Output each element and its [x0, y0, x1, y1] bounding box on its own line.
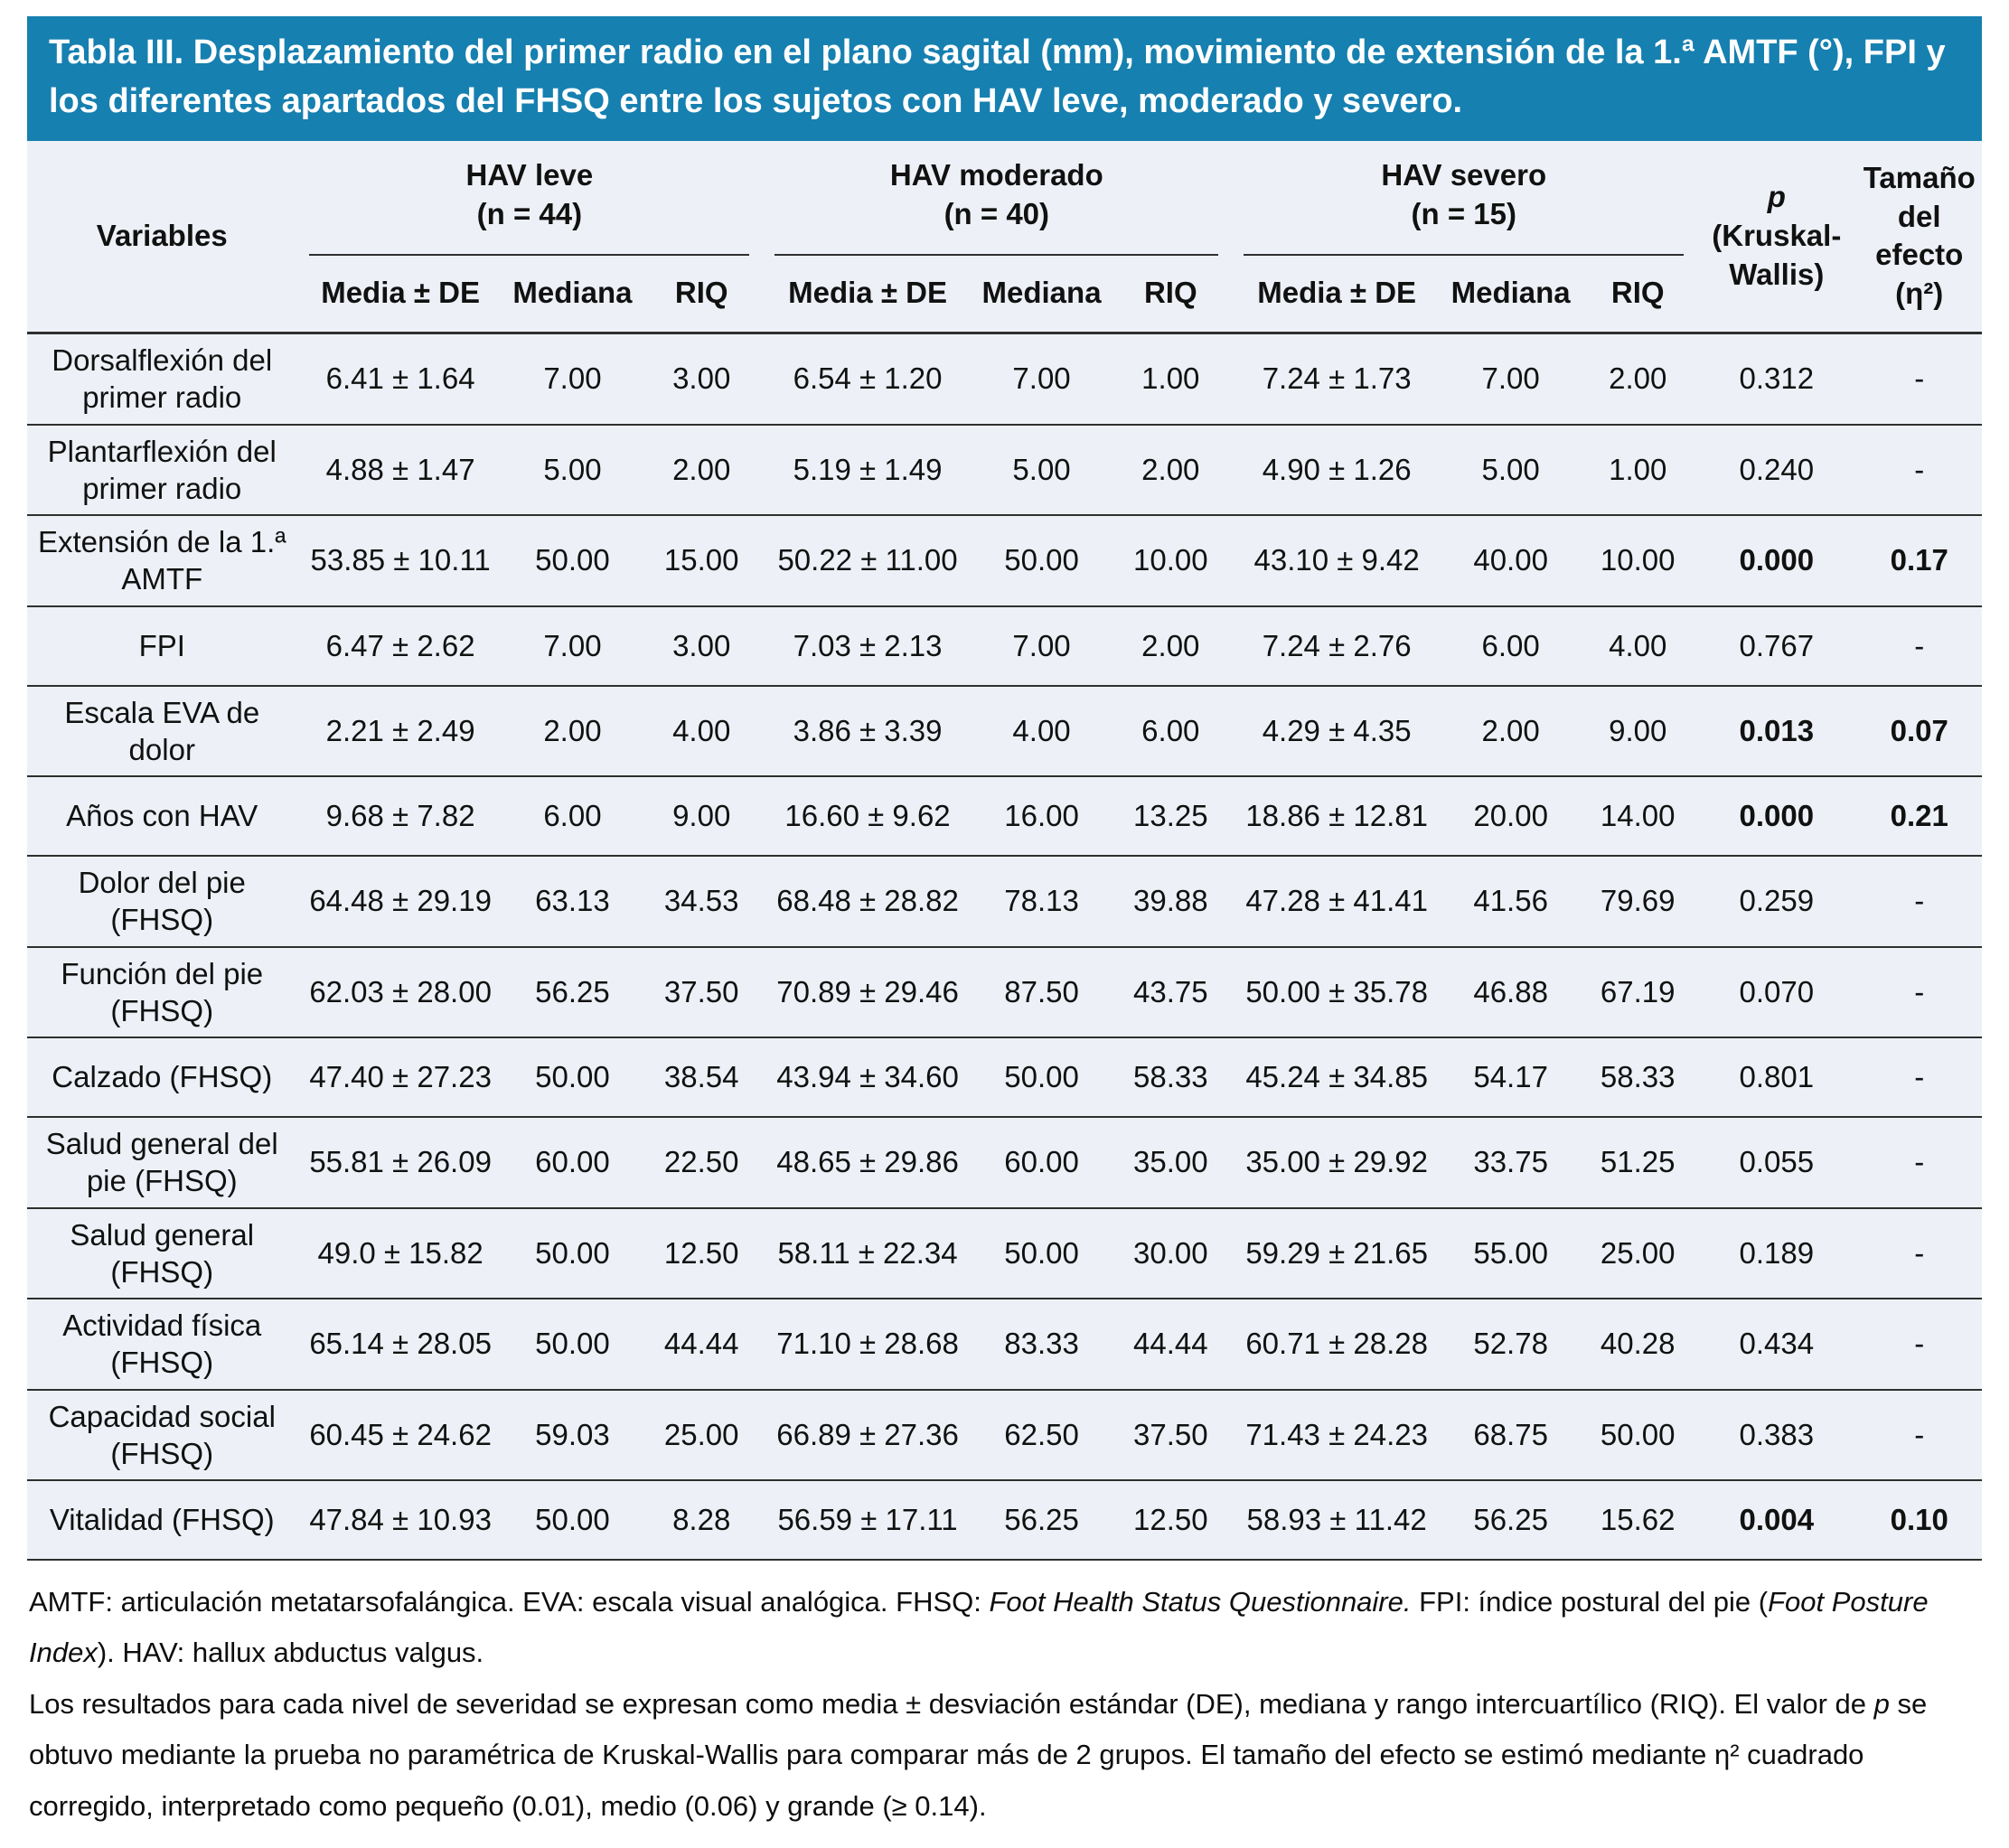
table-row — [27, 947, 1982, 1038]
data-cell: 4.00 — [1609, 628, 1667, 662]
p-value-cell: 0.055 — [1739, 1145, 1815, 1179]
data-cell: 59.03 — [535, 1417, 610, 1451]
data-cell: 60.45 ± 24.62 — [309, 1417, 492, 1451]
p-value-cell: 0.801 — [1739, 1060, 1815, 1093]
data-cell: 6.47 ± 2.62 — [325, 628, 475, 662]
variable-label: Dorsalflexión del primer radio — [52, 343, 273, 415]
data-cell: 65.14 ± 28.05 — [309, 1327, 492, 1361]
p-value-cell: 0.383 — [1739, 1417, 1815, 1451]
data-cell: 6.00 — [1481, 628, 1540, 662]
data-cell: 39.88 — [1133, 884, 1208, 918]
data-cell: 44.44 — [1133, 1327, 1208, 1361]
subheader-mediana: Mediana — [973, 256, 1110, 333]
data-cell: 62.50 — [1004, 1417, 1079, 1451]
data-cell: 78.13 — [1004, 884, 1079, 918]
data-cell: 8.28 — [672, 1503, 731, 1536]
table-row — [27, 1208, 1982, 1299]
data-cell: 67.19 — [1600, 974, 1676, 1008]
data-cell: 40.28 — [1600, 1327, 1676, 1361]
effect-size-cell: - — [1914, 1327, 1925, 1361]
data-cell: 50.00 — [1004, 1235, 1079, 1270]
effect-size-cell: - — [1914, 1145, 1925, 1179]
p-value-header — [1696, 141, 1856, 333]
data-cell: 50.22 ± 11.00 — [777, 543, 958, 577]
data-cell: 35.00 ± 29.92 — [1245, 1145, 1428, 1179]
data-cell: 47.28 ± 41.41 — [1245, 884, 1428, 918]
data-cell: 87.50 — [1004, 974, 1079, 1008]
p-value-cell: 0.434 — [1739, 1327, 1815, 1361]
data-cell: 34.53 — [663, 884, 739, 918]
effect-size-cell: 0.21 — [1890, 799, 1948, 832]
variable-label: Vitalidad (FHSQ) — [49, 1503, 275, 1537]
table-row — [27, 425, 1982, 516]
data-cell: 62.03 ± 28.00 — [309, 974, 492, 1008]
effect-size-cell: 0.10 — [1890, 1503, 1948, 1536]
data-cell: 71.43 ± 24.23 — [1245, 1417, 1428, 1451]
table-row — [27, 856, 1982, 947]
data-cell: 50.00 — [1004, 1060, 1079, 1093]
footnotes — [27, 1561, 1982, 1837]
data-cell: 6.00 — [1141, 713, 1200, 747]
table-row — [27, 686, 1982, 777]
data-cell: 2.00 — [672, 452, 731, 486]
data-cell: 50.00 — [535, 1060, 610, 1093]
subheader-riq: RIQ — [1110, 256, 1231, 333]
p-value-cell: 0.070 — [1739, 974, 1815, 1008]
data-cell: 5.00 — [1481, 452, 1540, 486]
footnote — [29, 1679, 1976, 1832]
p-value-cell: 0.767 — [1739, 628, 1815, 662]
variable-label: Años con HAV — [66, 799, 258, 833]
p-symbol: p — [1767, 180, 1786, 214]
p-value-cell: 0.013 — [1739, 713, 1815, 747]
results-table — [27, 141, 1982, 1561]
data-cell: 15.00 — [663, 543, 739, 577]
data-cell: 6.00 — [543, 799, 602, 832]
data-cell: 79.69 — [1600, 884, 1676, 918]
data-cell: 5.00 — [543, 452, 602, 486]
data-cell: 46.88 — [1473, 974, 1548, 1008]
data-cell: 12.50 — [1133, 1503, 1208, 1536]
group-header-row — [27, 141, 1982, 256]
data-cell: 70.89 ± 29.46 — [776, 974, 959, 1008]
data-cell: 68.75 — [1473, 1417, 1548, 1451]
group-label: HAV moderado — [889, 157, 1103, 192]
data-cell: 18.86 ± 12.81 — [1245, 799, 1428, 832]
data-cell: 40.00 — [1473, 543, 1548, 577]
group-n: (n = 44) — [476, 197, 583, 231]
data-cell: 16.60 ± 9.62 — [784, 799, 951, 832]
effect-size-cell: - — [1914, 1060, 1925, 1093]
data-cell: 5.00 — [1012, 452, 1071, 486]
variable-label: Escala EVA de dolor — [64, 695, 260, 766]
p-test-name: (Kruskal-Wallis) — [1712, 219, 1842, 291]
group-n: (n = 40) — [943, 197, 1050, 231]
data-cell: 4.90 ± 1.26 — [1262, 452, 1412, 486]
subheader-mediana: Mediana — [504, 256, 641, 333]
data-cell: 43.94 ± 34.60 — [776, 1060, 959, 1093]
data-cell: 15.62 — [1600, 1503, 1676, 1536]
effect-size-cell: 0.17 — [1890, 543, 1948, 577]
group-label: HAV severo — [1381, 157, 1547, 192]
data-cell: 7.00 — [543, 361, 602, 396]
table-row — [27, 1299, 1982, 1390]
data-cell: 13.25 — [1133, 799, 1208, 832]
data-cell: 6.41 ± 1.64 — [325, 361, 475, 396]
data-cell: 63.13 — [535, 884, 610, 918]
p-value-cell: 0.004 — [1739, 1503, 1815, 1536]
subheader-riq: RIQ — [641, 256, 762, 333]
data-cell: 50.00 — [535, 1327, 610, 1361]
table-row — [27, 333, 1982, 425]
subheader-media-de: Media ± DE — [762, 256, 973, 333]
footnote-segment: Foot Posture Index — [29, 1586, 1929, 1669]
group-label: HAV leve — [465, 157, 594, 192]
footnote-segment: Foot Health Status Questionnaire. — [989, 1586, 1412, 1618]
data-cell: 1.00 — [1609, 452, 1667, 486]
data-cell: 7.00 — [1012, 361, 1071, 396]
table-title: Tabla III. Desplazamiento del primer radio en el plano sagital (mm), movimiento de extensión de la 1.ª AMTF (°), FPI y los diferentes apartados del FHSQ entre los sujetos con HAV leve, moderado y severo. — [27, 16, 1982, 141]
footnote-segment: FPI: índice postural del pie ( — [1411, 1586, 1769, 1618]
data-cell: 43.75 — [1133, 974, 1208, 1008]
group-header-hav-leve — [296, 141, 762, 256]
data-cell: 2.00 — [1481, 713, 1540, 747]
variable-label: Plantarflexión del primer radio — [47, 434, 277, 505]
data-cell: 47.40 ± 27.23 — [309, 1060, 492, 1093]
data-cell: 37.50 — [1133, 1417, 1208, 1451]
data-cell: 6.54 ± 1.20 — [793, 361, 943, 396]
data-cell: 30.00 — [1133, 1235, 1208, 1270]
data-cell: 60.00 — [1004, 1145, 1079, 1179]
data-cell: 50.00 — [1004, 543, 1079, 577]
data-cell: 68.48 ± 28.82 — [776, 884, 959, 918]
variable-label: Dolor del pie (FHSQ) — [78, 866, 246, 937]
data-cell: 3.00 — [672, 628, 731, 662]
data-cell: 4.29 ± 4.35 — [1262, 713, 1412, 747]
data-cell: 10.00 — [1133, 543, 1208, 577]
data-cell: 25.00 — [1600, 1235, 1676, 1270]
data-cell: 53.85 ± 10.11 — [310, 543, 491, 577]
data-cell: 58.93 ± 11.42 — [1246, 1503, 1427, 1536]
variable-label: Calzado (FHSQ) — [52, 1060, 273, 1094]
effect-size-cell: - — [1914, 628, 1925, 662]
data-cell: 41.56 — [1473, 884, 1548, 918]
effect-size-cell: - — [1914, 1417, 1925, 1451]
table-body — [27, 333, 1982, 1561]
p-value-cell: 0.000 — [1739, 543, 1815, 577]
data-cell: 2.00 — [1141, 628, 1200, 662]
data-cell: 56.59 ± 17.11 — [777, 1503, 958, 1536]
data-cell: 14.00 — [1600, 799, 1676, 832]
data-cell: 7.03 ± 2.13 — [793, 628, 943, 662]
variable-label: Extensión de la 1.ª AMTF — [37, 525, 286, 596]
footnote-segment: se obtuvo mediante la prueba no paramétrica de Kruskal-Wallis para comparar más de 2 grupos. El tamaño del efecto se estimó mediante η² cuadrado corregido, interpretado como pequeño (0.01), medio (0.06) y grande (≥ 0.14). — [29, 1687, 1928, 1822]
data-cell: 66.89 ± 27.36 — [776, 1417, 959, 1451]
subheader-mediana: Mediana — [1442, 256, 1579, 333]
data-cell: 50.00 — [535, 543, 610, 577]
variable-label: Salud general (FHSQ) — [70, 1217, 255, 1289]
table-row — [27, 606, 1982, 686]
effect-size-cell: - — [1914, 452, 1925, 486]
data-cell: 37.50 — [663, 974, 739, 1008]
p-value-cell: 0.240 — [1739, 452, 1815, 486]
data-cell: 7.24 ± 2.76 — [1262, 628, 1412, 662]
effect-size-cell: - — [1914, 1235, 1925, 1270]
data-cell: 3.86 ± 3.39 — [793, 713, 943, 747]
data-cell: 5.19 ± 1.49 — [793, 452, 943, 486]
p-value-cell: 0.259 — [1739, 884, 1815, 918]
data-cell: 56.25 — [535, 974, 610, 1008]
data-cell: 2.00 — [1141, 452, 1200, 486]
group-header-hav-moderado — [762, 141, 1231, 256]
subheader-row — [27, 256, 1982, 333]
data-cell: 7.00 — [1012, 628, 1071, 662]
subheader-media-de: Media ± DE — [1231, 256, 1442, 333]
data-cell: 43.10 ± 9.42 — [1253, 543, 1420, 577]
table-row — [27, 1117, 1982, 1208]
effect-size-cell: - — [1914, 884, 1925, 918]
data-cell: 22.50 — [663, 1145, 739, 1179]
data-cell: 51.25 — [1600, 1145, 1676, 1179]
data-cell: 56.25 — [1473, 1503, 1548, 1536]
data-cell: 4.00 — [1012, 713, 1071, 747]
data-cell: 83.33 — [1004, 1327, 1079, 1361]
data-cell: 1.00 — [1141, 361, 1200, 396]
table-header — [27, 141, 1982, 333]
data-cell: 10.00 — [1600, 543, 1676, 577]
data-cell: 49.0 ± 15.82 — [317, 1235, 483, 1270]
data-cell: 71.10 ± 28.68 — [776, 1327, 959, 1361]
data-cell: 50.00 — [535, 1503, 610, 1536]
effect-size-cell: - — [1914, 974, 1925, 1008]
data-cell: 45.24 ± 34.85 — [1245, 1060, 1428, 1093]
effect-size-header: Tamaño del efecto (η²) — [1856, 141, 1982, 333]
data-cell: 4.00 — [672, 713, 731, 747]
data-cell: 3.00 — [672, 361, 731, 396]
data-cell: 7.00 — [1481, 361, 1540, 396]
data-cell: 9.00 — [1609, 713, 1667, 747]
data-cell: 9.68 ± 7.82 — [325, 799, 475, 832]
table-row — [27, 776, 1982, 856]
p-value-cell: 0.189 — [1739, 1235, 1815, 1270]
data-cell: 33.75 — [1473, 1145, 1548, 1179]
table-row — [27, 1037, 1982, 1117]
subheader-riq: RIQ — [1579, 256, 1696, 333]
data-cell: 56.25 — [1004, 1503, 1079, 1536]
data-cell: 64.48 ± 29.19 — [309, 884, 492, 918]
variable-label: Salud general del pie (FHSQ) — [45, 1127, 278, 1198]
variable-label: Actividad física (FHSQ) — [62, 1309, 262, 1380]
data-cell: 50.00 ± 35.78 — [1245, 974, 1428, 1008]
effect-size-cell: - — [1914, 361, 1925, 396]
data-cell: 7.00 — [543, 628, 602, 662]
p-value-cell: 0.312 — [1739, 361, 1815, 396]
footnote-segment: ). HAV: hallux abductus valgus. — [97, 1637, 484, 1669]
data-cell: 50.00 — [535, 1235, 610, 1270]
data-cell: 12.50 — [663, 1235, 739, 1270]
footnote — [29, 1577, 1976, 1679]
data-cell: 58.33 — [1133, 1060, 1208, 1093]
data-cell: 60.71 ± 28.28 — [1245, 1327, 1428, 1361]
data-cell: 54.17 — [1473, 1060, 1548, 1093]
variables-header: Variables — [27, 141, 296, 333]
effect-size-cell: 0.07 — [1890, 713, 1948, 747]
data-cell: 48.65 ± 29.86 — [776, 1145, 959, 1179]
data-cell: 50.00 — [1600, 1417, 1676, 1451]
variable-label: Función del pie (FHSQ) — [61, 956, 264, 1027]
data-cell: 25.00 — [663, 1417, 739, 1451]
table-row — [27, 515, 1982, 606]
footnote-segment: AMTF: articulación metatarsofalángica. EVA: escala visual analógica. FHSQ: — [29, 1586, 990, 1618]
data-cell: 20.00 — [1473, 799, 1548, 832]
table-row — [27, 1390, 1982, 1481]
group-n: (n = 15) — [1411, 197, 1516, 231]
data-cell: 4.88 ± 1.47 — [325, 452, 475, 486]
data-cell: 47.84 ± 10.93 — [309, 1503, 492, 1536]
footnote-segment: p — [1873, 1687, 1890, 1720]
data-cell: 35.00 — [1133, 1145, 1208, 1179]
data-cell: 52.78 — [1473, 1327, 1548, 1361]
variable-label: Capacidad social (FHSQ) — [48, 1399, 276, 1470]
data-cell: 38.54 — [663, 1060, 739, 1093]
data-cell: 58.33 — [1600, 1060, 1676, 1093]
data-cell: 9.00 — [672, 799, 731, 832]
group-header-hav-severo — [1231, 141, 1696, 256]
data-cell: 16.00 — [1004, 799, 1079, 832]
data-cell: 2.00 — [543, 713, 602, 747]
data-cell: 59.29 ± 21.65 — [1245, 1235, 1428, 1270]
data-cell: 7.24 ± 1.73 — [1262, 361, 1412, 396]
subheader-media-de: Media ± DE — [296, 256, 503, 333]
data-cell: 60.00 — [535, 1145, 610, 1179]
data-cell: 44.44 — [663, 1327, 739, 1361]
data-cell: 2.00 — [1609, 361, 1667, 396]
p-value-cell: 0.000 — [1739, 799, 1815, 832]
data-cell: 55.81 ± 26.09 — [309, 1145, 492, 1179]
data-cell: 55.00 — [1473, 1235, 1548, 1270]
data-cell: 58.11 ± 22.34 — [777, 1235, 958, 1270]
data-cell: 2.21 ± 2.49 — [325, 713, 475, 747]
variable-label: FPI — [138, 628, 185, 662]
table-row — [27, 1480, 1982, 1560]
footnote-segment: Los resultados para cada nivel de severidad se expresan como media ± desviación estándar (DE), mediana y rango intercuartílico (RIQ). El valor de — [29, 1687, 1874, 1720]
